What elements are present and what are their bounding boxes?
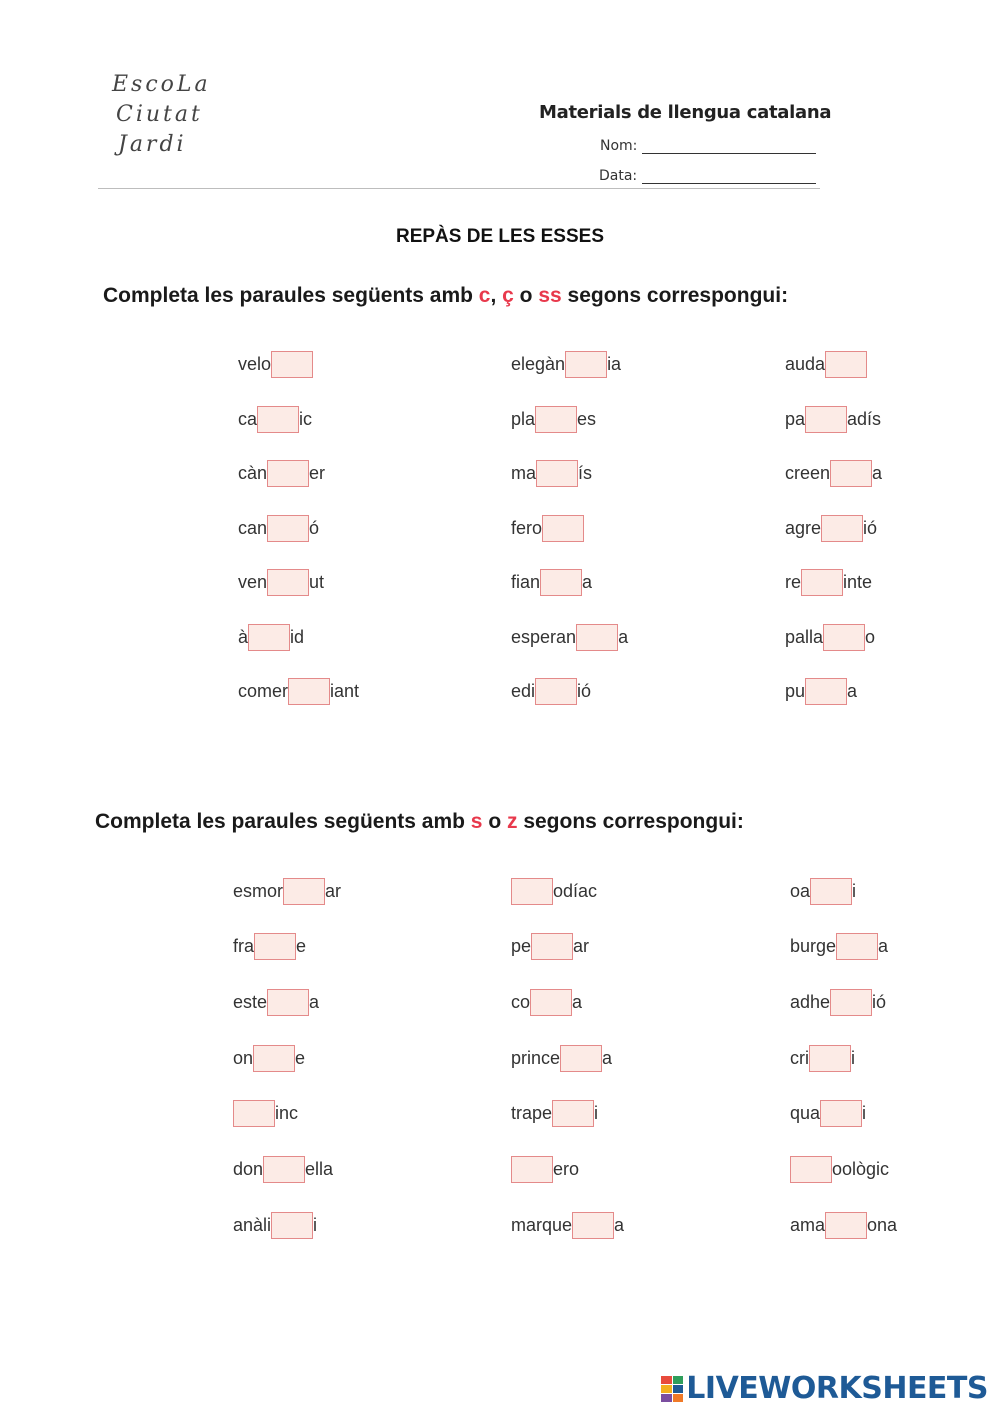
word-item xyxy=(511,677,591,705)
word-item xyxy=(511,514,584,542)
word-suffix: er xyxy=(309,462,326,483)
word-suffix: ut xyxy=(309,571,325,592)
word-item xyxy=(233,1155,333,1183)
word-prefix: ven xyxy=(238,571,268,592)
word-suffix: a xyxy=(872,462,883,483)
instruction-text: Completa les paraules següents amb xyxy=(95,810,471,833)
word-item xyxy=(511,877,597,905)
word-suffix: ona xyxy=(867,1214,898,1235)
word-suffix: a xyxy=(618,626,629,647)
word-prefix: palla xyxy=(785,626,824,647)
word-item xyxy=(785,514,877,542)
word-suffix: a xyxy=(602,1047,613,1068)
word-item xyxy=(790,877,856,905)
word-suffix: a xyxy=(309,991,320,1012)
answer-blank[interactable] xyxy=(810,878,852,905)
word-item xyxy=(233,877,341,905)
word-prefix: don xyxy=(233,1158,264,1179)
answer-blank[interactable] xyxy=(790,1156,832,1183)
word-item xyxy=(511,1211,624,1239)
logo-line-3: Jardi xyxy=(118,132,187,157)
word-prefix: on xyxy=(233,1047,254,1068)
word-prefix: fero xyxy=(511,517,543,538)
answer-blank[interactable] xyxy=(830,460,872,487)
word-prefix: co xyxy=(511,991,531,1012)
word-item xyxy=(511,1155,579,1183)
word-prefix: comer xyxy=(238,680,289,701)
answer-blank[interactable] xyxy=(801,569,843,596)
answer-blank[interactable] xyxy=(820,1100,862,1127)
logo-line-1: EscoLa xyxy=(112,72,211,97)
date-label: Data: xyxy=(599,168,638,184)
answer-blank[interactable] xyxy=(535,678,577,705)
word-suffix: ero xyxy=(553,1158,580,1179)
option-c: c xyxy=(478,284,491,307)
answer-blank[interactable] xyxy=(257,406,299,433)
answer-blank[interactable] xyxy=(271,1212,313,1239)
word-prefix: càn xyxy=(238,462,268,483)
word-suffix: i xyxy=(313,1214,318,1235)
answer-blank[interactable] xyxy=(805,406,847,433)
word-item xyxy=(785,677,857,705)
word-prefix: cri xyxy=(790,1047,809,1068)
word-suffix: oològic xyxy=(832,1158,890,1179)
word-suffix: i xyxy=(594,1102,599,1123)
logo-tile xyxy=(661,1385,672,1393)
word-prefix: prince xyxy=(511,1047,561,1068)
word-prefix: pa xyxy=(785,408,806,429)
instruction-text: segons correspongui: xyxy=(517,810,744,833)
separator: o xyxy=(482,810,507,833)
logo-tile xyxy=(673,1394,684,1402)
word-item xyxy=(790,1044,855,1072)
word-prefix: pla xyxy=(511,408,536,429)
word-suffix: ió xyxy=(863,517,878,538)
word-item xyxy=(511,568,592,596)
word-suffix: a xyxy=(847,680,858,701)
word-suffix: es xyxy=(577,408,597,429)
word-suffix: id xyxy=(290,626,305,647)
word-suffix: a xyxy=(582,571,593,592)
logo-tile xyxy=(673,1376,684,1384)
word-item xyxy=(233,1099,298,1127)
word-item xyxy=(790,988,886,1016)
word-item xyxy=(511,405,596,433)
instruction-text: segons correspongui: xyxy=(561,284,789,307)
option-c-cedilla: ç xyxy=(502,284,514,307)
word-item xyxy=(511,1099,598,1127)
logo-tile xyxy=(673,1385,684,1393)
answer-blank[interactable] xyxy=(830,989,872,1016)
word-suffix: i xyxy=(851,1047,855,1068)
answer-blank[interactable] xyxy=(542,515,584,542)
word-item xyxy=(785,568,872,596)
word-prefix: agre xyxy=(785,517,822,538)
word-suffix: ella xyxy=(305,1158,334,1179)
word-prefix: burge xyxy=(790,935,837,956)
answer-blank[interactable] xyxy=(263,1156,305,1183)
header-title: Materials de llengua catalana xyxy=(539,102,832,123)
answer-blank[interactable] xyxy=(267,989,309,1016)
option-z: z xyxy=(506,810,518,833)
word-prefix: re xyxy=(785,571,802,592)
word-suffix: ió xyxy=(872,991,887,1012)
word-item xyxy=(238,459,325,487)
word-prefix: trape xyxy=(511,1102,553,1123)
word-prefix: oa xyxy=(790,880,811,901)
answer-blank[interactable] xyxy=(825,351,867,378)
answer-blank[interactable] xyxy=(248,624,290,651)
word-prefix: ama xyxy=(790,1214,826,1235)
word-item xyxy=(511,932,589,960)
option-s: s xyxy=(470,810,483,833)
word-item xyxy=(790,1155,889,1183)
word-item xyxy=(238,405,312,433)
word-suffix: odíac xyxy=(553,880,598,901)
word-item xyxy=(511,459,592,487)
logo-tile xyxy=(661,1394,672,1402)
word-prefix: qua xyxy=(790,1102,821,1123)
answer-blank[interactable] xyxy=(267,569,309,596)
answer-blank[interactable] xyxy=(511,1156,553,1183)
answer-blank[interactable] xyxy=(267,515,309,542)
answer-blank[interactable] xyxy=(535,406,577,433)
word-item xyxy=(785,405,881,433)
word-item xyxy=(238,623,304,651)
answer-blank[interactable] xyxy=(552,1100,594,1127)
word-suffix: ar xyxy=(573,935,590,956)
word-prefix: esperan xyxy=(511,626,577,647)
word-prefix: marque xyxy=(511,1214,573,1235)
answer-blank[interactable] xyxy=(531,933,573,960)
answer-blank[interactable] xyxy=(540,569,582,596)
word-item xyxy=(238,677,359,705)
answer-blank[interactable] xyxy=(809,1045,851,1072)
brand-text: LIVEWORKSHEETS xyxy=(686,1371,988,1406)
word-prefix: ca xyxy=(238,408,258,429)
word-prefix: fian xyxy=(511,571,541,592)
instruction-text: Completa les paraules següents amb xyxy=(103,284,479,307)
word-prefix: anàli xyxy=(233,1214,272,1235)
word-item xyxy=(790,1211,897,1239)
word-item xyxy=(785,350,867,378)
name-line xyxy=(642,140,816,154)
word-suffix: i xyxy=(852,880,857,901)
logo-tile xyxy=(661,1376,672,1384)
answer-blank[interactable] xyxy=(530,989,572,1016)
word-suffix: inc xyxy=(275,1102,299,1123)
answer-blank[interactable] xyxy=(821,515,863,542)
word-suffix: ar xyxy=(325,880,342,901)
word-suffix: a xyxy=(614,1214,625,1235)
answer-blank[interactable] xyxy=(805,678,847,705)
liveworksheets-logo-icon xyxy=(661,1376,683,1402)
answer-blank[interactable] xyxy=(825,1212,867,1239)
word-prefix: elegàn xyxy=(511,353,566,374)
name-label: Nom: xyxy=(600,138,638,154)
answer-blank[interactable] xyxy=(572,1212,614,1239)
word-suffix: a xyxy=(878,935,889,956)
answer-blank[interactable] xyxy=(565,351,607,378)
word-prefix: creen xyxy=(785,462,831,483)
word-suffix: ic xyxy=(299,408,313,429)
instruction-s-z xyxy=(95,810,744,834)
separator: o xyxy=(513,284,539,307)
separator: , xyxy=(490,284,503,307)
word-suffix: ís xyxy=(578,462,593,483)
answer-blank[interactable] xyxy=(271,351,313,378)
option-ss: ss xyxy=(538,284,562,307)
word-suffix: o xyxy=(865,626,876,647)
word-suffix: ó xyxy=(309,517,320,538)
liveworksheets-brand xyxy=(661,1371,988,1406)
date-field xyxy=(599,168,816,184)
word-item xyxy=(233,932,306,960)
word-item xyxy=(238,568,324,596)
word-suffix: a xyxy=(572,991,583,1012)
answer-blank[interactable] xyxy=(511,878,553,905)
word-prefix: ma xyxy=(511,462,537,483)
word-item xyxy=(233,1211,317,1239)
word-item xyxy=(233,1044,305,1072)
word-prefix: auda xyxy=(785,353,826,374)
word-prefix: pe xyxy=(511,935,532,956)
word-suffix: inte xyxy=(843,571,873,592)
word-item xyxy=(785,459,882,487)
word-item xyxy=(790,932,888,960)
word-item xyxy=(790,1099,866,1127)
word-prefix: esmor xyxy=(233,880,284,901)
word-prefix: can xyxy=(238,517,268,538)
answer-blank[interactable] xyxy=(836,933,878,960)
answer-blank[interactable] xyxy=(823,624,865,651)
word-item xyxy=(238,350,313,378)
word-suffix: ia xyxy=(607,353,622,374)
answer-blank[interactable] xyxy=(560,1045,602,1072)
word-item xyxy=(511,623,628,651)
answer-blank[interactable] xyxy=(288,678,330,705)
page-title: REPÀS DE LES ESSES xyxy=(395,226,604,247)
word-item xyxy=(238,514,319,542)
word-prefix: pu xyxy=(785,680,806,701)
answer-blank[interactable] xyxy=(267,460,309,487)
word-item xyxy=(511,350,621,378)
word-suffix: e xyxy=(295,1047,306,1068)
word-suffix: adís xyxy=(847,408,882,429)
word-item xyxy=(233,988,319,1016)
school-logo xyxy=(112,70,222,166)
answer-blank[interactable] xyxy=(253,1045,295,1072)
word-suffix: e xyxy=(296,935,307,956)
word-prefix: à xyxy=(238,626,249,647)
answer-blank[interactable] xyxy=(536,460,578,487)
word-suffix: i xyxy=(862,1102,867,1123)
word-prefix: velo xyxy=(238,353,272,374)
answer-blank[interactable] xyxy=(283,878,325,905)
answer-blank[interactable] xyxy=(576,624,618,651)
answer-blank[interactable] xyxy=(254,933,296,960)
date-line xyxy=(642,170,816,184)
word-prefix: adhe xyxy=(790,991,831,1012)
header-divider xyxy=(98,188,820,189)
word-prefix: este xyxy=(233,991,268,1012)
word-item xyxy=(511,988,582,1016)
word-prefix: edi xyxy=(511,680,536,701)
word-suffix: ió xyxy=(577,680,592,701)
word-item xyxy=(785,623,875,651)
name-field xyxy=(600,138,816,154)
word-suffix: iant xyxy=(330,680,360,701)
word-prefix: fra xyxy=(233,935,255,956)
logo-line-2: Ciutat xyxy=(116,102,203,127)
word-item xyxy=(511,1044,612,1072)
answer-blank[interactable] xyxy=(233,1100,275,1127)
instruction-c-ss xyxy=(103,284,788,308)
